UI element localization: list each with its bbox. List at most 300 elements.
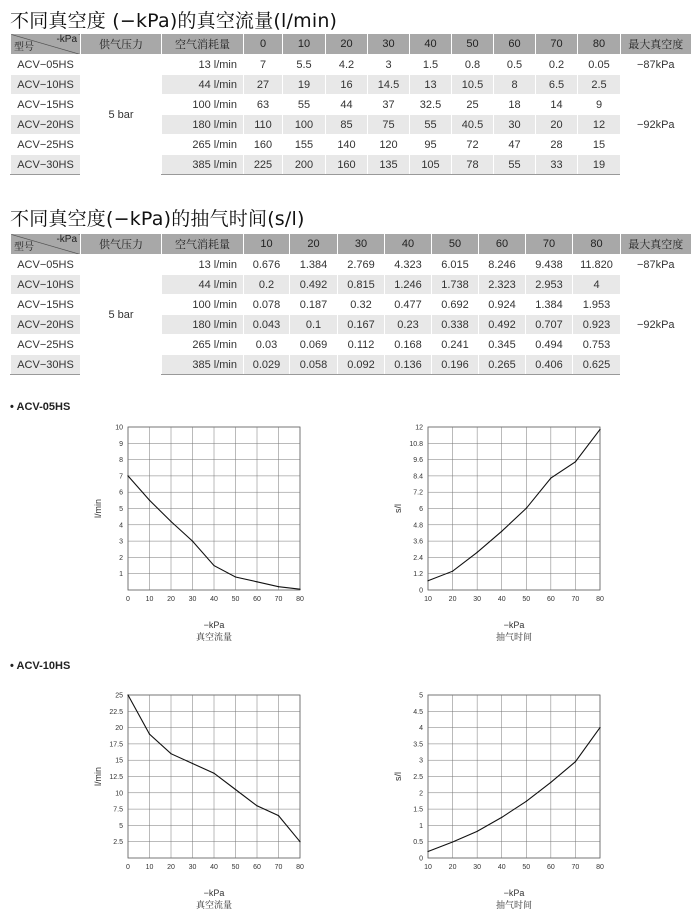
value-cell: 55 bbox=[283, 95, 326, 115]
x-tick-label: 10 bbox=[145, 596, 154, 603]
value-cell: 0.8 bbox=[452, 55, 494, 75]
value-cell: 44 bbox=[326, 95, 368, 115]
y-tick-label: 6 bbox=[419, 506, 423, 513]
flow-cell: 13 l/min bbox=[162, 255, 244, 275]
data-point bbox=[299, 589, 300, 590]
value-cell: 1.953 bbox=[573, 295, 621, 315]
data-point bbox=[427, 580, 428, 581]
data-point bbox=[452, 571, 453, 572]
value-cell: 0.136 bbox=[385, 355, 432, 375]
value-cell: 0.924 bbox=[479, 295, 526, 315]
data-point bbox=[213, 565, 214, 566]
value-cell: 95 bbox=[410, 135, 452, 155]
y-axis-label: l/min bbox=[93, 766, 103, 787]
value-cell: 0.05 bbox=[578, 55, 621, 75]
data-point bbox=[256, 805, 257, 806]
model-cell: ACV−30HS bbox=[11, 155, 81, 175]
evacuation-section-title: 不同真空度(−kPa)的抽气时间(s/l) bbox=[10, 208, 305, 230]
model-cell: ACV−15HS bbox=[11, 95, 81, 115]
value-cell: 8.246 bbox=[479, 255, 526, 275]
data-point bbox=[127, 694, 128, 695]
x-tick-label: 50 bbox=[231, 864, 240, 871]
data-point bbox=[501, 817, 502, 818]
x-axis-label: −kPa bbox=[203, 620, 225, 630]
y-tick-label: 8 bbox=[119, 457, 123, 465]
header-consumption: 空气消耗量 bbox=[162, 234, 244, 255]
value-cell: 1.246 bbox=[385, 275, 432, 295]
y-tick-label: 17.5 bbox=[109, 741, 123, 749]
header-col: 60 bbox=[479, 234, 526, 255]
data-point bbox=[192, 763, 193, 764]
data-point bbox=[213, 773, 214, 774]
flow-cell: 44 l/min bbox=[162, 275, 244, 295]
x-tick-label: 20 bbox=[448, 864, 457, 871]
value-cell: 55 bbox=[410, 115, 452, 135]
header-model-label: 型号 bbox=[14, 42, 34, 53]
x-tick-label: 40 bbox=[497, 864, 506, 871]
value-cell: 4 bbox=[573, 275, 621, 295]
flow-cell: 265 l/min bbox=[162, 135, 244, 155]
model-cell: ACV−30HS bbox=[11, 355, 81, 375]
value-cell: 0.32 bbox=[338, 295, 385, 315]
header-kpa-label: -kPa bbox=[56, 234, 77, 245]
value-cell: 5.5 bbox=[283, 55, 326, 75]
data-point bbox=[192, 541, 193, 542]
value-cell: 72 bbox=[452, 135, 494, 155]
value-cell: 33 bbox=[536, 155, 578, 175]
y-tick-label: 22.5 bbox=[109, 708, 123, 716]
value-cell: 155 bbox=[283, 135, 326, 155]
y-tick-label: 8.4 bbox=[413, 473, 423, 481]
value-cell: 85 bbox=[326, 115, 368, 135]
value-cell: 105 bbox=[410, 155, 452, 175]
value-cell: 11.820 bbox=[573, 255, 621, 275]
header-max-vacuum: 最大真空度 bbox=[621, 34, 691, 55]
flow-cell: 180 l/min bbox=[162, 315, 244, 335]
model-cell: ACV−05HS bbox=[11, 255, 81, 275]
header-col: 70 bbox=[536, 34, 578, 55]
data-point bbox=[235, 789, 236, 790]
data-point bbox=[477, 831, 478, 832]
value-cell: 16 bbox=[326, 75, 368, 95]
model-cell: ACV−05HS bbox=[11, 55, 81, 75]
x-axis-caption: 抽气时间 bbox=[495, 900, 533, 910]
model-cell: ACV−25HS bbox=[11, 135, 81, 155]
y-tick-label: 9 bbox=[119, 440, 123, 448]
header-pressure: 供气压力 bbox=[81, 234, 162, 255]
value-cell: 0.058 bbox=[290, 355, 338, 375]
header-col: 20 bbox=[290, 234, 338, 255]
y-tick-label: 12 bbox=[415, 424, 423, 432]
y-tick-label: 7 bbox=[119, 473, 123, 481]
series-line bbox=[428, 429, 600, 580]
value-cell: 27 bbox=[244, 75, 283, 95]
value-cell: 0.676 bbox=[244, 255, 290, 275]
model-cell: ACV−10HS bbox=[11, 75, 81, 95]
value-cell: 0.23 bbox=[385, 315, 432, 335]
header-max-vacuum: 最大真空度 bbox=[621, 234, 691, 255]
value-cell: 0.043 bbox=[244, 315, 290, 335]
data-point bbox=[477, 552, 478, 553]
data-point bbox=[599, 727, 600, 728]
value-cell: 47 bbox=[494, 135, 536, 155]
y-tick-label: 1 bbox=[419, 822, 423, 830]
plot-area bbox=[428, 695, 600, 858]
value-cell: 0.2 bbox=[244, 275, 290, 295]
value-cell: 0.092 bbox=[338, 355, 385, 375]
header-kpa-label: -kPa bbox=[56, 34, 77, 45]
model-cell: ACV−20HS bbox=[11, 315, 81, 335]
value-cell: 0.078 bbox=[244, 295, 290, 315]
data-point bbox=[501, 531, 502, 532]
x-axis-label: −kPa bbox=[503, 888, 525, 898]
y-tick-label: 2 bbox=[419, 790, 423, 798]
value-cell: 18 bbox=[494, 95, 536, 115]
value-cell: 0.112 bbox=[338, 335, 385, 355]
model-cell: ACV−10HS bbox=[11, 275, 81, 295]
value-cell: 0.923 bbox=[573, 315, 621, 335]
data-point bbox=[299, 841, 300, 842]
value-cell: 0.406 bbox=[526, 355, 573, 375]
value-cell: 25 bbox=[452, 95, 494, 115]
x-tick-label: 70 bbox=[274, 596, 283, 603]
value-cell: 40.5 bbox=[452, 115, 494, 135]
data-point bbox=[149, 500, 150, 501]
y-tick-label: 1 bbox=[119, 571, 123, 579]
value-cell: 12 bbox=[578, 115, 621, 135]
model-cell: ACV−20HS bbox=[11, 115, 81, 135]
y-tick-label: 0 bbox=[419, 587, 423, 595]
flow-cell: 180 l/min bbox=[162, 115, 244, 135]
y-tick-label: 5 bbox=[119, 506, 123, 513]
data-point bbox=[170, 753, 171, 754]
value-cell: 135 bbox=[368, 155, 410, 175]
max-vacuum-group-cell: −92kPa bbox=[621, 75, 691, 175]
flow-chart-acv-10hs bbox=[80, 683, 330, 918]
x-tick-label: 60 bbox=[253, 596, 261, 603]
value-cell: 0.069 bbox=[290, 335, 338, 355]
value-cell: 0.625 bbox=[573, 355, 621, 375]
x-tick-label: 80 bbox=[596, 864, 604, 871]
value-cell: 0.692 bbox=[432, 295, 479, 315]
y-tick-label: 2.5 bbox=[413, 774, 423, 781]
value-cell: 0.338 bbox=[432, 315, 479, 335]
header-model-label: 型号 bbox=[14, 242, 34, 253]
header-col: 70 bbox=[526, 234, 573, 255]
y-tick-label: 2 bbox=[119, 554, 123, 562]
x-tick-label: 10 bbox=[424, 864, 432, 871]
header-col: 10 bbox=[244, 234, 290, 255]
header-col: 80 bbox=[578, 34, 621, 55]
y-tick-label: 9.6 bbox=[413, 457, 423, 465]
x-tick-label: 20 bbox=[167, 596, 175, 603]
data-point bbox=[127, 475, 128, 476]
y-tick-label: 7.5 bbox=[113, 806, 123, 814]
value-cell: 0.345 bbox=[479, 335, 526, 355]
table-row bbox=[11, 255, 691, 275]
header-col: 50 bbox=[452, 34, 494, 55]
value-cell: 28 bbox=[536, 135, 578, 155]
data-point bbox=[452, 841, 453, 842]
flow-cell: 100 l/min bbox=[162, 95, 244, 115]
header-col: 10 bbox=[283, 34, 326, 55]
flow-cell: 265 l/min bbox=[162, 335, 244, 355]
y-tick-label: 3.5 bbox=[413, 741, 423, 749]
y-tick-label: 5 bbox=[119, 822, 123, 830]
value-cell: 14 bbox=[536, 95, 578, 115]
value-cell: 0.494 bbox=[526, 335, 573, 355]
x-axis-caption: 抽气时间 bbox=[495, 632, 533, 642]
value-cell: 0.196 bbox=[432, 355, 479, 375]
data-point bbox=[427, 851, 428, 852]
data-point bbox=[575, 461, 576, 462]
value-cell: 140 bbox=[326, 135, 368, 155]
header-corner-cell bbox=[11, 234, 81, 255]
value-cell: 0.029 bbox=[244, 355, 290, 375]
value-cell: 0.167 bbox=[338, 315, 385, 335]
pressure-cell: 5 bar bbox=[81, 255, 162, 375]
y-axis-label: l/min bbox=[93, 498, 103, 519]
value-cell: 20 bbox=[536, 115, 578, 135]
x-tick-label: 80 bbox=[296, 596, 304, 603]
plot-area bbox=[428, 427, 600, 590]
x-axis-caption: 真空流量 bbox=[195, 900, 233, 910]
x-tick-label: 70 bbox=[571, 596, 580, 603]
x-tick-label: 60 bbox=[253, 864, 261, 871]
value-cell: 200 bbox=[283, 155, 326, 175]
y-tick-label: 7.2 bbox=[413, 489, 423, 497]
value-cell: 9 bbox=[578, 95, 621, 115]
time-chart-acv-05hs bbox=[380, 415, 630, 650]
header-col: 40 bbox=[385, 234, 432, 255]
data-point bbox=[575, 761, 576, 762]
time-chart-acv-10hs bbox=[380, 683, 630, 918]
data-point bbox=[550, 782, 551, 783]
value-cell: 10.5 bbox=[452, 75, 494, 95]
value-cell: 225 bbox=[244, 155, 283, 175]
value-cell: 0.707 bbox=[526, 315, 573, 335]
header-consumption: 空气消耗量 bbox=[162, 34, 244, 55]
series-line bbox=[428, 728, 600, 852]
evacuation-time-table bbox=[10, 233, 691, 375]
value-cell: 19 bbox=[283, 75, 326, 95]
value-cell: 120 bbox=[368, 135, 410, 155]
value-cell: 6.5 bbox=[536, 75, 578, 95]
x-axis-caption: 真空流量 bbox=[195, 632, 233, 642]
value-cell: 0.265 bbox=[479, 355, 526, 375]
flow-cell: 385 l/min bbox=[162, 155, 244, 175]
value-cell: 0.477 bbox=[385, 295, 432, 315]
value-cell: 37 bbox=[368, 95, 410, 115]
value-cell: 0.5 bbox=[494, 55, 536, 75]
y-tick-label: 0.5 bbox=[413, 839, 423, 847]
value-cell: 7 bbox=[244, 55, 283, 75]
value-cell: 78 bbox=[452, 155, 494, 175]
y-tick-label: 4.5 bbox=[413, 708, 423, 716]
header-col: 60 bbox=[494, 34, 536, 55]
data-point bbox=[550, 477, 551, 478]
x-tick-label: 50 bbox=[522, 596, 531, 603]
y-tick-label: 3 bbox=[119, 538, 123, 546]
value-cell: 0.492 bbox=[479, 315, 526, 335]
flow-cell: 44 l/min bbox=[162, 75, 244, 95]
x-tick-label: 30 bbox=[473, 864, 482, 871]
value-cell: 1.5 bbox=[410, 55, 452, 75]
value-cell: 100 bbox=[283, 115, 326, 135]
x-tick-label: 0 bbox=[126, 864, 130, 871]
value-cell: 15 bbox=[578, 135, 621, 155]
x-tick-label: 70 bbox=[274, 864, 283, 871]
header-col: 30 bbox=[338, 234, 385, 255]
y-tick-label: 15 bbox=[115, 757, 123, 765]
value-cell: 4.2 bbox=[326, 55, 368, 75]
value-cell: 75 bbox=[368, 115, 410, 135]
max-vacuum-cell: −87kPa bbox=[621, 55, 691, 75]
header-col: 40 bbox=[410, 34, 452, 55]
value-cell: 1.738 bbox=[432, 275, 479, 295]
data-point bbox=[599, 429, 600, 430]
value-cell: 1.384 bbox=[290, 255, 338, 275]
x-tick-label: 10 bbox=[424, 596, 432, 603]
x-tick-label: 30 bbox=[188, 596, 197, 603]
y-tick-label: 10 bbox=[115, 424, 123, 432]
x-tick-label: 40 bbox=[497, 596, 506, 603]
value-cell: 0.753 bbox=[573, 335, 621, 355]
value-cell: 55 bbox=[494, 155, 536, 175]
value-cell: 0.2 bbox=[536, 55, 578, 75]
value-cell: 0.187 bbox=[290, 295, 338, 315]
y-tick-label: 12.5 bbox=[109, 774, 123, 781]
y-tick-label: 3.6 bbox=[413, 538, 423, 546]
y-tick-label: 20 bbox=[115, 725, 123, 733]
y-axis-label: s/l bbox=[393, 504, 403, 513]
y-tick-label: 1.5 bbox=[413, 806, 423, 814]
value-cell: 0.241 bbox=[432, 335, 479, 355]
data-point bbox=[278, 586, 279, 587]
x-tick-label: 80 bbox=[296, 864, 304, 871]
value-cell: 2.769 bbox=[338, 255, 385, 275]
value-cell: 0.168 bbox=[385, 335, 432, 355]
data-point bbox=[278, 815, 279, 816]
x-tick-label: 20 bbox=[167, 864, 175, 871]
value-cell: 2.953 bbox=[526, 275, 573, 295]
flow-cell: 13 l/min bbox=[162, 55, 244, 75]
y-tick-label: 2.5 bbox=[113, 839, 123, 847]
header-corner-cell bbox=[11, 34, 81, 55]
header-col: 30 bbox=[368, 34, 410, 55]
y-tick-label: 10 bbox=[115, 790, 123, 798]
y-axis-label: s/l bbox=[393, 772, 403, 781]
header-pressure: 供气压力 bbox=[81, 34, 162, 55]
max-vacuum-cell: −87kPa bbox=[621, 255, 691, 275]
data-point bbox=[526, 801, 527, 802]
table-header-row bbox=[11, 234, 691, 255]
header-col: 20 bbox=[326, 34, 368, 55]
y-tick-label: 25 bbox=[115, 692, 123, 700]
value-cell: 1.384 bbox=[526, 295, 573, 315]
header-col: 80 bbox=[573, 234, 621, 255]
table-header-row bbox=[11, 34, 691, 55]
x-tick-label: 30 bbox=[473, 596, 482, 603]
vacuum-flow-table bbox=[10, 33, 691, 175]
value-cell: 30 bbox=[494, 115, 536, 135]
value-cell: 2.323 bbox=[479, 275, 526, 295]
y-tick-label: 10.8 bbox=[409, 440, 423, 448]
value-cell: 2.5 bbox=[578, 75, 621, 95]
x-tick-label: 30 bbox=[188, 864, 197, 871]
x-tick-label: 80 bbox=[596, 596, 604, 603]
value-cell: 3 bbox=[368, 55, 410, 75]
flow-cell: 385 l/min bbox=[162, 355, 244, 375]
model-title-acv-10hs: • ACV-10HS bbox=[10, 660, 71, 672]
y-tick-label: 0 bbox=[419, 855, 423, 863]
value-cell: 14.5 bbox=[368, 75, 410, 95]
x-tick-label: 40 bbox=[210, 864, 218, 871]
x-tick-label: 20 bbox=[448, 596, 457, 603]
flow-section-title: 不同真空度 (−kPa)的真空流量(l/min) bbox=[10, 10, 338, 32]
value-cell: 19 bbox=[578, 155, 621, 175]
y-tick-label: 1.2 bbox=[413, 571, 423, 579]
value-cell: 0.1 bbox=[290, 315, 338, 335]
value-cell: 0.03 bbox=[244, 335, 290, 355]
pressure-cell: 5 bar bbox=[81, 55, 162, 175]
header-col: 50 bbox=[432, 234, 479, 255]
flow-cell: 100 l/min bbox=[162, 295, 244, 315]
value-cell: 6.015 bbox=[432, 255, 479, 275]
model-title-acv-05hs: • ACV-05HS bbox=[10, 401, 71, 413]
x-tick-label: 0 bbox=[126, 596, 130, 603]
model-cell: ACV−25HS bbox=[11, 335, 81, 355]
x-tick-label: 60 bbox=[546, 864, 555, 871]
value-cell: 4.323 bbox=[385, 255, 432, 275]
x-axis-label: −kPa bbox=[503, 620, 525, 630]
x-tick-label: 60 bbox=[546, 596, 555, 603]
data-point bbox=[256, 581, 257, 582]
y-tick-label: 4.8 bbox=[413, 522, 423, 530]
x-tick-label: 40 bbox=[210, 596, 218, 603]
x-axis-label: −kPa bbox=[203, 888, 225, 898]
value-cell: 0.815 bbox=[338, 275, 385, 295]
y-tick-label: 3 bbox=[419, 757, 423, 765]
value-cell: 32.5 bbox=[410, 95, 452, 115]
x-tick-label: 10 bbox=[145, 864, 154, 871]
plot-area bbox=[128, 695, 300, 858]
table-row bbox=[11, 55, 691, 75]
data-point bbox=[235, 576, 236, 577]
value-cell: 160 bbox=[326, 155, 368, 175]
header-col: 0 bbox=[244, 34, 283, 55]
max-vacuum-group-cell: −92kPa bbox=[621, 275, 691, 375]
y-tick-label: 2.4 bbox=[413, 554, 423, 562]
model-cell: ACV−15HS bbox=[11, 295, 81, 315]
value-cell: 9.438 bbox=[526, 255, 573, 275]
x-tick-label: 50 bbox=[522, 864, 531, 871]
value-cell: 0.492 bbox=[290, 275, 338, 295]
value-cell: 110 bbox=[244, 115, 283, 135]
y-tick-label: 4 bbox=[419, 725, 423, 733]
value-cell: 8 bbox=[494, 75, 536, 95]
value-cell: 63 bbox=[244, 95, 283, 115]
x-tick-label: 70 bbox=[571, 864, 580, 871]
y-tick-label: 5 bbox=[419, 692, 423, 700]
data-point bbox=[170, 521, 171, 522]
y-tick-label: 6 bbox=[119, 489, 123, 497]
data-point bbox=[149, 734, 150, 735]
value-cell: 160 bbox=[244, 135, 283, 155]
x-tick-label: 50 bbox=[231, 596, 240, 603]
y-tick-label: 4 bbox=[119, 522, 123, 530]
value-cell: 13 bbox=[410, 75, 452, 95]
